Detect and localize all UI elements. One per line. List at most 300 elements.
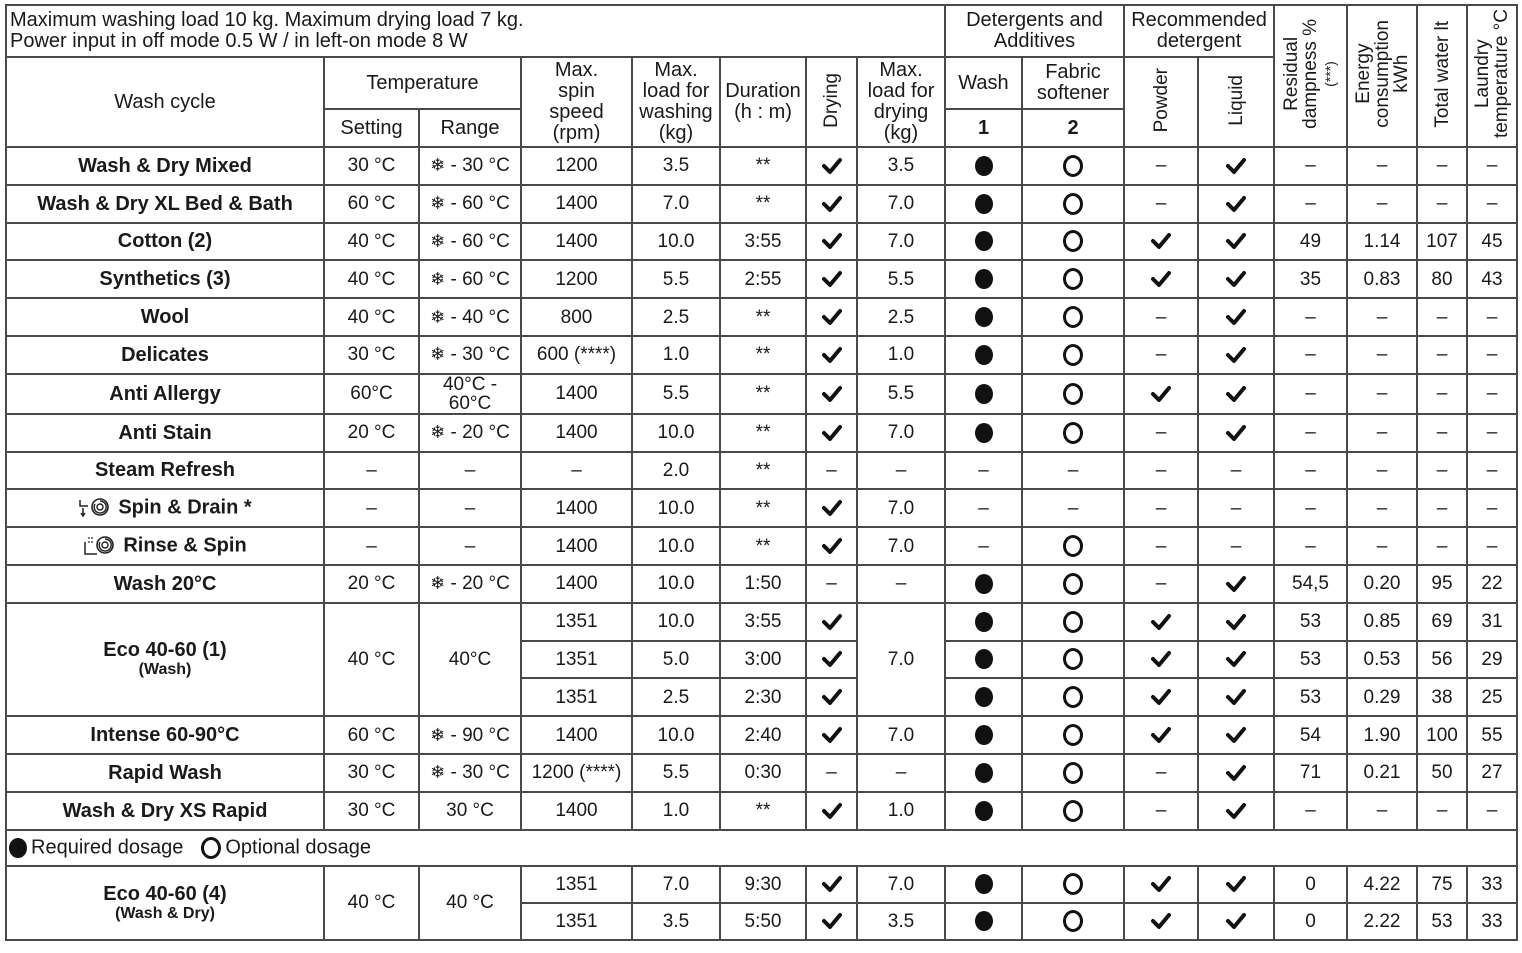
optional-dosage-icon	[1063, 535, 1083, 557]
required-dosage-icon	[9, 838, 27, 858]
range-cell	[419, 716, 521, 754]
residual-label: Residual	[1280, 37, 1302, 111]
required-dosage-icon	[975, 612, 993, 632]
check-icon	[1226, 345, 1246, 365]
optional-dosage-icon	[1063, 230, 1083, 252]
required-dosage-icon	[975, 307, 993, 327]
wash-detergent-cell	[945, 374, 1022, 414]
check-icon	[1151, 874, 1171, 894]
recommended-header-line: detergent	[1156, 30, 1242, 52]
spin-cell	[521, 223, 632, 261]
table-row	[6, 527, 1517, 565]
load-wash: 1.0	[662, 800, 690, 822]
load-dry-cell	[857, 374, 945, 414]
softener-cell	[1022, 452, 1124, 490]
load-wash: 10.0	[657, 611, 695, 633]
table-row	[6, 866, 1517, 903]
load-dry-cell	[857, 414, 945, 452]
liquid-header	[1198, 57, 1274, 147]
residual-cell	[1274, 452, 1347, 490]
check-icon	[1226, 911, 1246, 931]
load-wash: 2.5	[662, 306, 690, 328]
wash-detergent-cell	[945, 185, 1022, 223]
setting-cell	[324, 223, 419, 261]
setting-cell	[324, 792, 419, 830]
range-cell	[419, 527, 521, 565]
load-wash: 3.5	[662, 910, 690, 932]
load-wash-header-line: washing	[639, 101, 713, 123]
residual-cell	[1274, 716, 1347, 754]
liquid-cell	[1198, 792, 1274, 830]
cycle-name: Wash & Dry XL Bed & Bath	[37, 192, 293, 215]
residual-cell	[1274, 641, 1347, 679]
water-cell	[1417, 641, 1467, 679]
drying-cell	[806, 147, 857, 185]
load-dry: 2.5	[887, 306, 915, 328]
liquid-cell	[1198, 298, 1274, 336]
drying-cell	[806, 903, 857, 940]
range-cell	[419, 414, 521, 452]
check-icon	[822, 423, 842, 443]
load-dry-cell	[857, 185, 945, 223]
load-wash-cell	[632, 527, 720, 565]
water-cell	[1417, 754, 1467, 792]
compartment-2-header: 2	[1022, 109, 1124, 147]
dash: –	[1067, 497, 1079, 519]
load-wash-cell	[632, 185, 720, 223]
laundry-cell	[1467, 185, 1517, 223]
softener-cell	[1022, 298, 1124, 336]
energy-cell	[1347, 452, 1417, 490]
wash-detergent-cell	[945, 260, 1022, 298]
duration-cell	[720, 565, 806, 603]
laundry-temp: 22	[1481, 573, 1503, 595]
optional-dosage-icon	[1063, 306, 1083, 328]
spin-speed: 1400	[555, 383, 598, 405]
laundry-cell	[1467, 678, 1517, 716]
duration-cell	[720, 452, 806, 490]
optional-dosage-icon	[1063, 910, 1083, 932]
temp-setting: –	[366, 497, 377, 519]
spin-cell	[521, 603, 632, 641]
range-value: - 40 °C	[445, 306, 510, 328]
load-dry: –	[895, 573, 907, 595]
water-cell	[1417, 298, 1467, 336]
load-wash-cell	[632, 147, 720, 185]
load-dry-cell	[857, 603, 945, 716]
residual-dampness: 35	[1299, 268, 1322, 290]
laundry-temperature-header	[1467, 5, 1517, 147]
setting-cell	[324, 147, 419, 185]
snowflake-icon: ❄	[430, 306, 446, 327]
residual-cell	[1274, 414, 1347, 452]
residual-cell	[1274, 866, 1347, 903]
residual-dampness: 53	[1299, 611, 1322, 633]
softener-cell	[1022, 603, 1124, 641]
required-dosage-icon	[975, 423, 993, 443]
residual-dampness-header	[1274, 5, 1347, 147]
residual-dampness: 54	[1299, 724, 1322, 746]
check-icon	[1226, 612, 1246, 632]
liquid-cell	[1198, 866, 1274, 903]
residual-dampness: 71	[1299, 762, 1322, 784]
snowflake-icon: ❄	[430, 193, 446, 214]
energy-cell	[1347, 603, 1417, 641]
laundry-cell	[1467, 641, 1517, 679]
setting-cell	[324, 716, 419, 754]
temp-setting: 20 °C	[347, 422, 396, 444]
load-dry-header-line: (kg)	[883, 122, 919, 144]
wash-cycle-cell	[6, 716, 324, 754]
total-water: –	[1436, 306, 1448, 328]
range-cell	[419, 603, 521, 716]
range-value: - 30 °C	[445, 762, 510, 784]
softener-cell	[1022, 866, 1124, 903]
load-wash: 10.0	[657, 535, 695, 557]
laundry-cell	[1467, 489, 1517, 527]
energy-cell	[1347, 147, 1417, 185]
check-icon	[822, 725, 842, 745]
water-cell	[1417, 716, 1467, 754]
duration-cell	[720, 298, 806, 336]
load-dry: 7.0	[887, 724, 915, 746]
laundry-cell	[1467, 603, 1517, 641]
wash-detergent-cell	[945, 754, 1022, 792]
setting-cell	[324, 527, 419, 565]
laundry-temp: –	[1486, 422, 1498, 444]
check-icon	[822, 384, 842, 404]
range-cell	[419, 866, 521, 940]
residual-cell	[1274, 147, 1347, 185]
required-dosage-icon	[975, 345, 993, 365]
softener-cell	[1022, 565, 1124, 603]
laundry-temp: –	[1486, 459, 1498, 481]
water-cell	[1417, 147, 1467, 185]
spin-cell	[521, 792, 632, 830]
liquid-label: Liquid	[1225, 74, 1247, 126]
table-row	[6, 716, 1517, 754]
total-water: 107	[1426, 230, 1458, 252]
spin-speed: 1400	[555, 573, 598, 595]
setting-cell	[324, 565, 419, 603]
cycle-name: Anti Stain	[118, 421, 212, 444]
dash: –	[826, 459, 837, 481]
water-cell	[1417, 452, 1467, 490]
residual-dampness: –	[1305, 155, 1316, 177]
wash-cycle-cell	[6, 527, 324, 565]
check-icon	[1151, 687, 1171, 707]
duration: 2:55	[744, 268, 782, 290]
energy-consumption: 0.85	[1363, 611, 1401, 633]
required-dosage-icon	[975, 649, 993, 669]
water-cell	[1417, 374, 1467, 414]
liquid-cell	[1198, 678, 1274, 716]
spin-cell	[521, 716, 632, 754]
load-dry-cell	[857, 489, 945, 527]
range-cell	[419, 223, 521, 261]
powder-cell	[1124, 414, 1198, 452]
softener-cell	[1022, 527, 1124, 565]
load-wash: 5.0	[662, 648, 690, 670]
liquid-cell	[1198, 527, 1274, 565]
range-value: - 30 °C	[445, 344, 510, 366]
load-dry: 7.0	[887, 648, 915, 670]
powder-cell	[1124, 754, 1198, 792]
required-dosage-icon	[975, 874, 993, 894]
residual-dampness: 0	[1305, 873, 1316, 895]
wash-detergent-header: Wash	[945, 57, 1022, 109]
laundry-cell	[1467, 374, 1517, 414]
load-wash: 10.0	[657, 724, 695, 746]
duration: 9:30	[744, 873, 782, 895]
energy-consumption: –	[1376, 383, 1388, 405]
duration: **	[755, 383, 771, 405]
check-icon	[822, 687, 842, 707]
wash-program-table-container	[5, 4, 1518, 941]
laundry-temp: –	[1486, 800, 1498, 822]
load-wash: 5.5	[662, 762, 690, 784]
duration: **	[755, 193, 771, 215]
spin-speed: 1351	[555, 910, 598, 932]
duration: **	[755, 497, 771, 519]
energy-cell	[1347, 716, 1417, 754]
softener-cell	[1022, 641, 1124, 679]
laundry-temp: 33	[1481, 910, 1503, 932]
energy-label: Energy	[1352, 43, 1374, 105]
optional-dosage-icon	[1063, 873, 1083, 895]
energy-consumption: –	[1376, 459, 1388, 481]
dash: –	[1155, 573, 1167, 595]
optional-dosage-icon	[1063, 344, 1083, 366]
laundry-temp: –	[1486, 193, 1498, 215]
range-value: 40°C - 60°C	[442, 373, 498, 414]
spin-speed: 1200 (****)	[531, 762, 622, 784]
laundry-temp: 25	[1481, 686, 1503, 708]
duration: **	[755, 422, 771, 444]
load-wash-cell	[632, 565, 720, 603]
cycle-name: Delicates	[121, 343, 209, 366]
wash-cycle-cell	[6, 374, 324, 414]
duration: 5:50	[744, 910, 782, 932]
load-wash: 2.5	[662, 686, 690, 708]
wash-detergent-cell	[945, 792, 1022, 830]
water-cell	[1417, 792, 1467, 830]
load-dry-cell	[857, 527, 945, 565]
snowflake-icon: ❄	[430, 724, 446, 745]
load-dry-cell	[857, 565, 945, 603]
laundry-cell	[1467, 260, 1517, 298]
duration: **	[755, 306, 771, 328]
duration: 2:30	[744, 686, 782, 708]
load-wash: 10.0	[657, 573, 695, 595]
temp-setting: 40 °C	[347, 230, 396, 252]
residual-label: dampness %	[1299, 19, 1321, 129]
liquid-cell	[1198, 903, 1274, 940]
powder-cell	[1124, 903, 1198, 940]
energy-cell	[1347, 866, 1417, 903]
spin-speed: 1400	[555, 535, 598, 557]
total-water: –	[1436, 155, 1448, 177]
drying-cell	[806, 603, 857, 641]
load-dry-cell	[857, 298, 945, 336]
spin-cell	[521, 260, 632, 298]
residual-cell	[1274, 792, 1347, 830]
liquid-cell	[1198, 565, 1274, 603]
residual-cell	[1274, 374, 1347, 414]
spin-speed: 1400	[555, 422, 598, 444]
required-dosage-icon	[975, 384, 993, 404]
check-icon	[1151, 725, 1171, 745]
residual-cell	[1274, 565, 1347, 603]
check-icon	[1226, 801, 1246, 821]
required-dosage-icon	[975, 231, 993, 251]
energy-consumption: 4.22	[1363, 873, 1401, 895]
duration-cell	[720, 185, 806, 223]
powder-label: Powder	[1150, 67, 1172, 133]
softener-cell	[1022, 903, 1124, 940]
duration-header-line: (h : m)	[734, 101, 792, 123]
range-cell	[419, 565, 521, 603]
temp-setting: 30 °C	[347, 344, 396, 366]
temp-setting: 40 °C	[347, 648, 396, 670]
check-icon	[822, 874, 842, 894]
residual-dampness: –	[1305, 306, 1316, 328]
wash-cycle-cell	[6, 298, 324, 336]
check-icon	[1226, 687, 1246, 707]
energy-consumption: 1.14	[1363, 230, 1401, 252]
spin-cell	[521, 336, 632, 374]
range-value: –	[464, 535, 476, 557]
load-wash: 7.0	[662, 873, 690, 895]
check-icon	[1151, 911, 1171, 931]
powder-cell	[1124, 565, 1198, 603]
total-water: –	[1436, 535, 1448, 557]
load-wash: 7.0	[662, 193, 690, 215]
snowflake-icon: ❄	[430, 230, 446, 251]
residual-dampness: –	[1305, 193, 1316, 215]
load-dry-cell	[857, 754, 945, 792]
check-icon	[1226, 574, 1246, 594]
load-dry-header-line: load for	[867, 80, 935, 102]
load-wash-cell	[632, 641, 720, 679]
energy-cell	[1347, 185, 1417, 223]
optional-dosage-icon	[1063, 573, 1083, 595]
load-dry-cell	[857, 903, 945, 940]
wash-detergent-cell	[945, 414, 1022, 452]
check-icon	[1151, 649, 1171, 669]
drying-cell	[806, 754, 857, 792]
laundry-label: Laundry	[1472, 39, 1493, 109]
required-dosage-icon	[975, 269, 993, 289]
temp-setting: 20 °C	[347, 573, 396, 595]
energy-cell	[1347, 754, 1417, 792]
check-icon	[1226, 194, 1246, 214]
laundry-cell	[1467, 527, 1517, 565]
energy-consumption: 0.53	[1363, 648, 1401, 670]
duration-header	[720, 57, 806, 147]
wash-cycle-cell	[6, 866, 324, 940]
wash-detergent-cell	[945, 147, 1022, 185]
setting-cell	[324, 298, 419, 336]
spin-cell	[521, 678, 632, 716]
setting-cell	[324, 260, 419, 298]
residual-footnote: (***)	[1321, 61, 1338, 87]
duration: **	[755, 800, 771, 822]
check-icon	[822, 156, 842, 176]
cycle-name: Rinse & Spin	[123, 534, 247, 557]
table-row	[6, 414, 1517, 452]
range-cell	[419, 374, 521, 414]
powder-cell	[1124, 527, 1198, 565]
powder-cell	[1124, 260, 1198, 298]
total-water: 95	[1431, 573, 1453, 595]
load-dry: 7.0	[887, 193, 915, 215]
water-cell	[1417, 489, 1467, 527]
duration: 1:50	[744, 573, 782, 595]
wash-cycle-cell	[6, 260, 324, 298]
residual-dampness: 0	[1305, 910, 1316, 932]
spin-speed: 1351	[555, 648, 598, 670]
energy-consumption: 0.20	[1363, 573, 1401, 595]
duration-cell	[720, 603, 806, 641]
load-wash: 10.0	[657, 497, 695, 519]
duration: 0:30	[744, 762, 782, 784]
temp-setting: 30 °C	[347, 762, 396, 784]
legend-required-label: Required dosage	[31, 835, 184, 858]
liquid-cell	[1198, 147, 1274, 185]
check-icon	[1226, 649, 1246, 669]
load-dry-cell	[857, 336, 945, 374]
laundry-cell	[1467, 754, 1517, 792]
water-cell	[1417, 903, 1467, 940]
powder-cell	[1124, 678, 1198, 716]
wash-cycle-cell	[6, 147, 324, 185]
duration: **	[755, 459, 771, 481]
wash-cycle-cell	[6, 223, 324, 261]
temp-setting: –	[366, 535, 377, 557]
load-dry-cell	[857, 147, 945, 185]
laundry-cell	[1467, 716, 1517, 754]
residual-cell	[1274, 527, 1347, 565]
energy-cell	[1347, 565, 1417, 603]
check-icon	[822, 307, 842, 327]
energy-consumption-header	[1347, 5, 1417, 147]
powder-cell	[1124, 147, 1198, 185]
snowflake-icon: ❄	[430, 422, 446, 443]
spin-speed: 1400	[555, 230, 598, 252]
spin-cell	[521, 866, 632, 903]
laundry-temp: 29	[1481, 648, 1503, 670]
spin-cell	[521, 641, 632, 679]
load-dry: 3.5	[887, 155, 915, 177]
load-wash-header-line: (kg)	[658, 122, 694, 144]
range-cell	[419, 754, 521, 792]
residual-dampness: –	[1305, 497, 1316, 519]
table-row	[6, 223, 1517, 261]
laundry-cell	[1467, 336, 1517, 374]
energy-consumption: 0.21	[1363, 762, 1401, 784]
load-dry-cell	[857, 866, 945, 903]
laundry-temp: 33	[1481, 873, 1503, 895]
spin-header-line: Max.	[554, 59, 599, 81]
check-icon	[1151, 384, 1171, 404]
dash: –	[1155, 306, 1167, 328]
temp-setting: 60°C	[350, 383, 393, 405]
load-wash-cell	[632, 603, 720, 641]
residual-cell	[1274, 754, 1347, 792]
duration: **	[755, 155, 771, 177]
drying-cell	[806, 792, 857, 830]
